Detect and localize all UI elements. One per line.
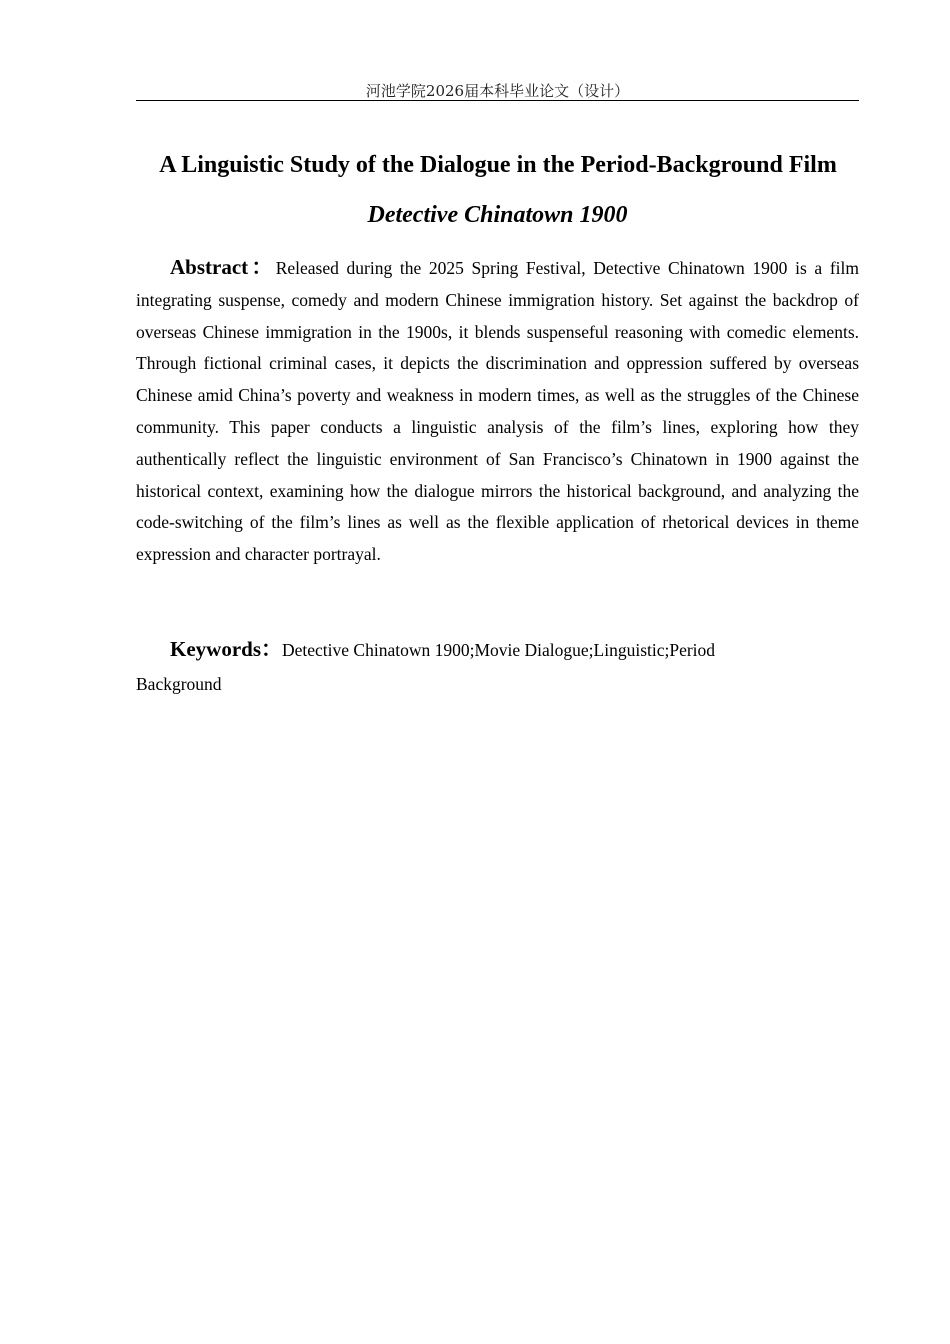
paper-title: A Linguistic Study of the Dialogue in the Period-Background Film: [159, 152, 837, 178]
abstract-paragraph: [136, 252, 859, 571]
keywords-paragraph: [136, 632, 776, 701]
abstract-label: Abstract：: [170, 255, 276, 279]
abstract-body: Released during the 2025 Spring Festival, Detective Chinatown 1900 is a film integrating suspense, comedy and modern Chinese immigration history. Set against the backdrop of overseas Chinese immigration in the 1900s, it blends suspenseful reasoning with comedic elements. Through fictional criminal cases, it depicts the discrimination and oppression suffered by overseas Chinese amid China’s poverty and weakness in modern times, as well as the struggles of the Chinese community. This paper conducts a linguistic analysis of the film’s lines, exploring how they authentically reflect the linguistic environment of San Francisco’s Chinatown in 1900 against the historical context, examining how the dialogue mirrors the historical background, and analyzing the code-switching of the film’s lines as well as the flexible application of rhetorical devices in theme expression and character portrayal.: [136, 258, 859, 565]
keywords-body: Detective Chinatown 1900;Movie Dialogue;Linguistic;Period Background: [136, 640, 716, 694]
header-rule: [136, 100, 859, 101]
paper-subtitle: Detective Chinatown 1900: [367, 202, 628, 228]
page-header: 河池学院2026届本科毕业论文（设计）: [365, 82, 630, 100]
keywords-label: Keywords：: [170, 637, 282, 661]
